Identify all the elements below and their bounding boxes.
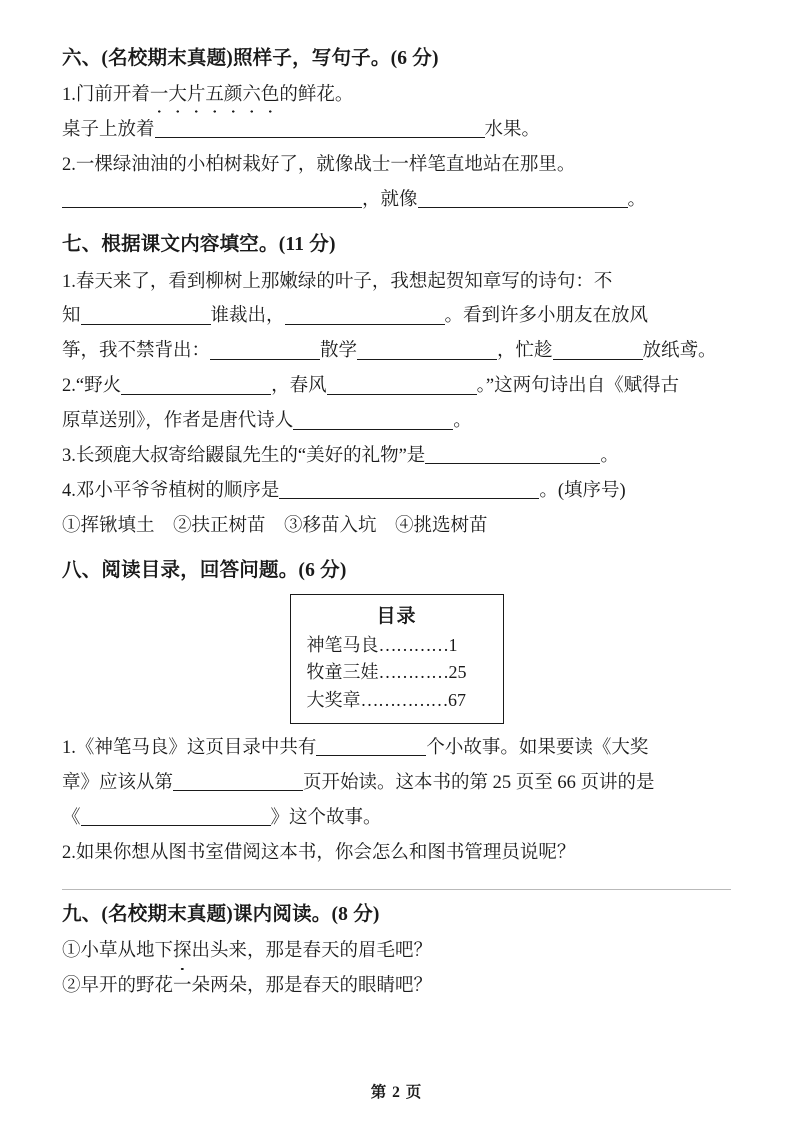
text: 3.长颈鹿大叔寄给鼹鼠先生的“美好的礼物”是 bbox=[62, 446, 426, 467]
text: 4.邓小平爷爷植树的顺序是 bbox=[62, 481, 280, 502]
blank-field[interactable] bbox=[316, 738, 426, 757]
text: 。 bbox=[453, 411, 472, 432]
blank-field[interactable] bbox=[293, 411, 453, 430]
question-6-2-answer-line bbox=[62, 186, 731, 216]
toc-row bbox=[307, 632, 487, 660]
text: ①小草从地下探出头来，那是春天的眉毛吧？ bbox=[62, 941, 432, 961]
section-heading-9: 九、(名校期末真题)课内阅读。(8 分) bbox=[62, 904, 380, 926]
text: 页开始读。这本书的第 25 页至 66 页讲的是 bbox=[303, 773, 655, 794]
spacer bbox=[62, 547, 731, 558]
question-6-2-text: 2.一棵绿油油的小柏树栽好了，就像战士一样笔直地站在那里。 bbox=[62, 155, 576, 176]
question-7-4 bbox=[62, 477, 731, 507]
question-7-1-line3 bbox=[62, 337, 731, 367]
text: 筝，我不禁背出： bbox=[62, 341, 211, 362]
question-6-2 bbox=[62, 151, 731, 181]
toc-container bbox=[62, 594, 731, 725]
toc-leader: ………… bbox=[378, 634, 449, 655]
toc-entry-name: 神笔马良 bbox=[306, 634, 379, 655]
text: 1.春天来了，看到柳树上那嫩绿的叶子，我想起贺知章写的诗句：不 bbox=[62, 271, 613, 292]
text: 1.《神笔马良》这页目录中共有 bbox=[62, 738, 317, 759]
question-6-1-text: 1.门前开着一大片五颜六色的鲜花。 bbox=[62, 85, 353, 105]
text: ，春风 bbox=[271, 376, 327, 397]
question-7-2-line1 bbox=[62, 372, 731, 402]
text: 放纸鸢。 bbox=[642, 341, 717, 362]
text: 。 bbox=[600, 446, 619, 467]
question-6-1-answer-line bbox=[62, 116, 731, 146]
question-8-1-line3 bbox=[62, 804, 731, 834]
text: ，就像 bbox=[362, 190, 418, 211]
toc-entry-page: 25 bbox=[448, 662, 467, 683]
page-footer bbox=[0, 1080, 793, 1102]
toc-leader: …………… bbox=[360, 690, 448, 711]
blank-field[interactable] bbox=[285, 306, 445, 325]
text: 章》应该从第 bbox=[62, 773, 174, 794]
question-7-1-line1 bbox=[62, 268, 731, 298]
section-divider bbox=[62, 889, 731, 890]
blank-field[interactable] bbox=[173, 773, 303, 792]
text: 原草送别》，作者是唐代诗人 bbox=[62, 411, 294, 432]
question-7-3 bbox=[62, 442, 731, 472]
text: 水果。 bbox=[484, 120, 541, 141]
blank-field[interactable] bbox=[357, 341, 497, 360]
question-6-1 bbox=[62, 81, 731, 111]
reading-line-2: ②早开的野花一朵两朵，那是春天的眼睛吧？ bbox=[62, 976, 433, 997]
text: 。”这两句诗出自《赋得古 bbox=[476, 376, 680, 397]
blank-field[interactable] bbox=[418, 190, 628, 209]
blank-field[interactable] bbox=[327, 376, 477, 395]
blank-field[interactable] bbox=[425, 446, 600, 465]
toc-entry-name: 大奖章 bbox=[306, 690, 361, 711]
question-8-1-line2 bbox=[62, 769, 731, 799]
section-heading-8: 八、阅读目录，回答问题。(6 分) bbox=[62, 560, 347, 582]
text: 》这个故事。 bbox=[270, 808, 382, 829]
text: 《 bbox=[62, 808, 81, 829]
question-7-2-line2 bbox=[62, 407, 731, 437]
question-8-2: 2.如果你想从图书室借阅这本书，你会怎么和图书管理员说呢？ bbox=[62, 843, 576, 864]
blank-field[interactable] bbox=[210, 341, 320, 360]
toc-entry-page: 1 bbox=[448, 634, 458, 655]
blank-field[interactable] bbox=[121, 376, 271, 395]
blank-field[interactable] bbox=[279, 481, 539, 500]
blank-field[interactable] bbox=[81, 306, 211, 325]
text: 。(填序号) bbox=[539, 481, 626, 502]
page-number: 第 2 页 bbox=[370, 1084, 423, 1101]
blank-field[interactable] bbox=[62, 190, 362, 209]
toc-entry-page: 67 bbox=[448, 690, 466, 711]
toc-row bbox=[307, 659, 487, 687]
toc-leader: ………… bbox=[378, 662, 449, 683]
toc-entry-name: 牧童三娃 bbox=[306, 662, 379, 683]
question-7-4-options: ①挥锹填土 ②扶正树苗 ③移苗入坑 ④挑选树苗 bbox=[62, 516, 488, 537]
toc-row bbox=[307, 687, 487, 715]
reading-line-1 bbox=[62, 937, 731, 967]
question-8-1-line1 bbox=[62, 734, 731, 764]
section-heading-7: 七、根据课文内容填空。(11 分) bbox=[62, 234, 336, 256]
text: 。 bbox=[627, 190, 647, 211]
text: 2.“野火 bbox=[62, 376, 122, 397]
question-7-1-line2 bbox=[62, 302, 731, 332]
text: 散学 bbox=[320, 341, 358, 362]
text: 谁裁出， bbox=[210, 306, 285, 327]
blank-field[interactable] bbox=[553, 341, 643, 360]
spacer bbox=[62, 221, 731, 232]
blank-field[interactable] bbox=[81, 808, 271, 827]
toc-box bbox=[290, 594, 504, 725]
text: 知 bbox=[62, 306, 81, 327]
blank-field[interactable] bbox=[155, 120, 485, 139]
text: 。看到许多小朋友在放风 bbox=[444, 306, 649, 327]
section-heading-6: 六、(名校期末真题)照样子，写句子。(6 分) bbox=[62, 48, 439, 69]
text: 桌子上放着 bbox=[62, 120, 155, 141]
text: ，忙趁 bbox=[497, 341, 553, 362]
text: 个小故事。如果要读《大奖 bbox=[426, 738, 649, 759]
toc-title: 目录 bbox=[376, 605, 417, 627]
